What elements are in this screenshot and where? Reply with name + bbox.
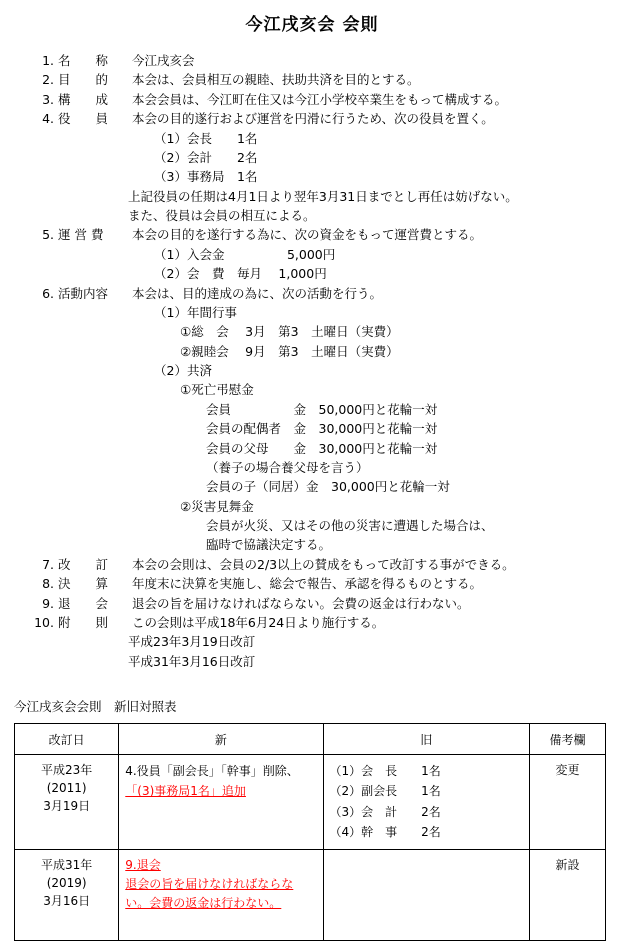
article-subline: 平成31年3月16日改訂 — [128, 653, 256, 669]
table-row — [15, 849, 606, 940]
document-page — [0, 10, 624, 911]
cell-date — [15, 849, 119, 940]
article-number: 9. — [42, 595, 54, 611]
article-name: 目 的 — [58, 72, 109, 88]
cell-old — [323, 755, 529, 850]
articles-container — [0, 51, 624, 671]
article-body: 本会は、目的達成の為に、次の活動を行う。 — [132, 285, 383, 301]
article-subline: 会員の配偶者 金 30,000円と花輪一対 — [206, 421, 438, 437]
article-subline: ②災害見舞金 — [180, 498, 254, 514]
article-row — [28, 594, 606, 613]
article-body: この会則は平成18年6月24日より施行する。 — [132, 614, 385, 630]
cell-note: 新設 — [529, 849, 605, 940]
article-body: 本会は、会員相互の親睦、扶助共済を目的とする。 — [132, 72, 420, 88]
article-subline: （1）入会金 5,000円 — [154, 246, 336, 262]
article-number: 8. — [42, 576, 54, 592]
cell-new — [119, 849, 323, 940]
article-body: 今江戌亥会 — [132, 53, 195, 68]
article-number: 3. — [42, 91, 54, 107]
old-line: （2）副会長 1名 — [329, 784, 441, 799]
new-text-red: 退会の旨を届けなければならな — [125, 876, 294, 891]
article-name: 役 員 — [58, 111, 109, 127]
date-line: 平成23年 — [41, 763, 93, 777]
article-body: 本会の目的を遂行する為に、次の資金をもって運営費とする。 — [132, 227, 483, 243]
comparison-table — [14, 723, 606, 941]
article-name: 改 訂 — [58, 556, 109, 572]
article-subline: 臨時で協議決定する。 — [206, 537, 332, 553]
article-row — [28, 225, 606, 244]
article-number: 10. — [34, 614, 54, 630]
article-number: 5. — [42, 227, 54, 243]
article-body: 本会の目的遂行および運営を円滑に行うため、次の役員を置く。 — [132, 111, 494, 127]
article-row — [28, 109, 606, 128]
cell-old — [323, 849, 529, 940]
article-subline: 会員が火災、又はその他の災害に遭遇した場合は、 — [206, 518, 494, 533]
article-row — [28, 51, 606, 70]
article-name: 運 営 費 — [58, 227, 104, 243]
cell-note: 変更 — [529, 755, 605, 850]
article-row — [28, 613, 606, 632]
article-subline: ①総 会 3月 第3 土曜日（実費） — [180, 324, 399, 340]
column-header-note: 備考欄 — [529, 724, 605, 755]
article-subline: 会員の父母 金 30,000円と花輪一対 — [206, 440, 438, 456]
column-header-new: 新 — [119, 724, 323, 755]
article-name: 名 称 — [58, 53, 109, 68]
new-text-black: 4.役員「副会長」「幹事」削除、 — [125, 764, 299, 778]
article-subline: 会員の子（同居）金 30,000円と花輪一対 — [206, 479, 450, 495]
article-number: 1. — [42, 53, 54, 68]
date-line: (2019) — [46, 875, 87, 890]
table-header-row — [15, 724, 606, 755]
article-subline: （1）年間行事 — [154, 304, 237, 320]
date-line: 平成31年 — [41, 857, 93, 872]
article-body: 本会会員は、今江町在住又は今江小学校卒業生をもって構成する。 — [132, 91, 508, 107]
article-name: 構 成 — [58, 91, 109, 107]
article-row — [28, 90, 606, 109]
article-row — [28, 70, 606, 89]
column-header-old: 旧 — [323, 724, 529, 755]
article-number: 4. — [42, 111, 54, 127]
article-subline: 会員 金 50,000円と花輪一対 — [206, 401, 438, 417]
article-subline: （1）会長 1名 — [154, 130, 258, 146]
table-caption: 今江戌亥会会則 新旧対照表 — [14, 699, 177, 714]
article-row — [28, 555, 606, 574]
article-subline: 平成23年3月19日改訂 — [128, 634, 256, 650]
article-subline: ①死亡弔慰金 — [180, 382, 254, 398]
article-row — [28, 574, 606, 593]
old-line: （4）幹 事 2名 — [329, 825, 441, 840]
article-body: 退会の旨を届けなければならない。会費の返金は行わない。 — [132, 595, 470, 611]
article-subline: （2）共済 — [154, 363, 212, 378]
article-name: 附 則 — [58, 614, 109, 630]
article-number: 6. — [42, 285, 54, 301]
page-title: 今江戌亥会 会則 — [245, 15, 379, 35]
article-subline: （養子の場合養父母を言う） — [206, 459, 369, 475]
article-name: 退 会 — [58, 595, 109, 611]
article-body: 本会の会則は、会員の2/3以上の賛成をもって改訂する事ができる。 — [132, 556, 515, 572]
new-text-red: い。会費の返金は行わない。 — [125, 895, 282, 910]
article-subline: 上記役員の任期は4月1日より翌年3月31日までとし再任は妨げない。 — [128, 188, 518, 204]
article-name: 活動内容 — [58, 285, 109, 301]
article-subline: （2）会 費 毎月 1,000円 — [154, 266, 327, 282]
article-number: 7. — [42, 556, 54, 572]
table-row — [15, 755, 606, 850]
date-line: 3月16日 — [43, 893, 91, 908]
article-subline: （3）事務局 1名 — [154, 169, 258, 185]
article-name: 決 算 — [58, 576, 109, 592]
old-line: （3）会 計 2名 — [329, 804, 441, 819]
new-text-red: 9.退会 — [125, 857, 161, 872]
cell-new — [119, 755, 323, 850]
article-subline: （2）会計 2名 — [154, 149, 258, 165]
date-line: (2011) — [46, 781, 87, 795]
article-number: 2. — [42, 72, 54, 88]
date-line: 3月19日 — [43, 799, 91, 813]
article-subline: ②親睦会 9月 第3 土曜日（実費） — [180, 343, 399, 359]
article-row — [28, 284, 606, 303]
old-line: （1）会 長 1名 — [329, 764, 441, 778]
article-body: 年度末に決算を実施し、総会で報告、承認を得るものとする。 — [132, 576, 483, 592]
cell-date — [15, 755, 119, 850]
new-text-red: 「(3)事務局1名」追加 — [125, 784, 246, 799]
column-header-date: 改訂日 — [15, 724, 119, 755]
article-subline: また、役員は会員の相互による。 — [128, 208, 316, 223]
